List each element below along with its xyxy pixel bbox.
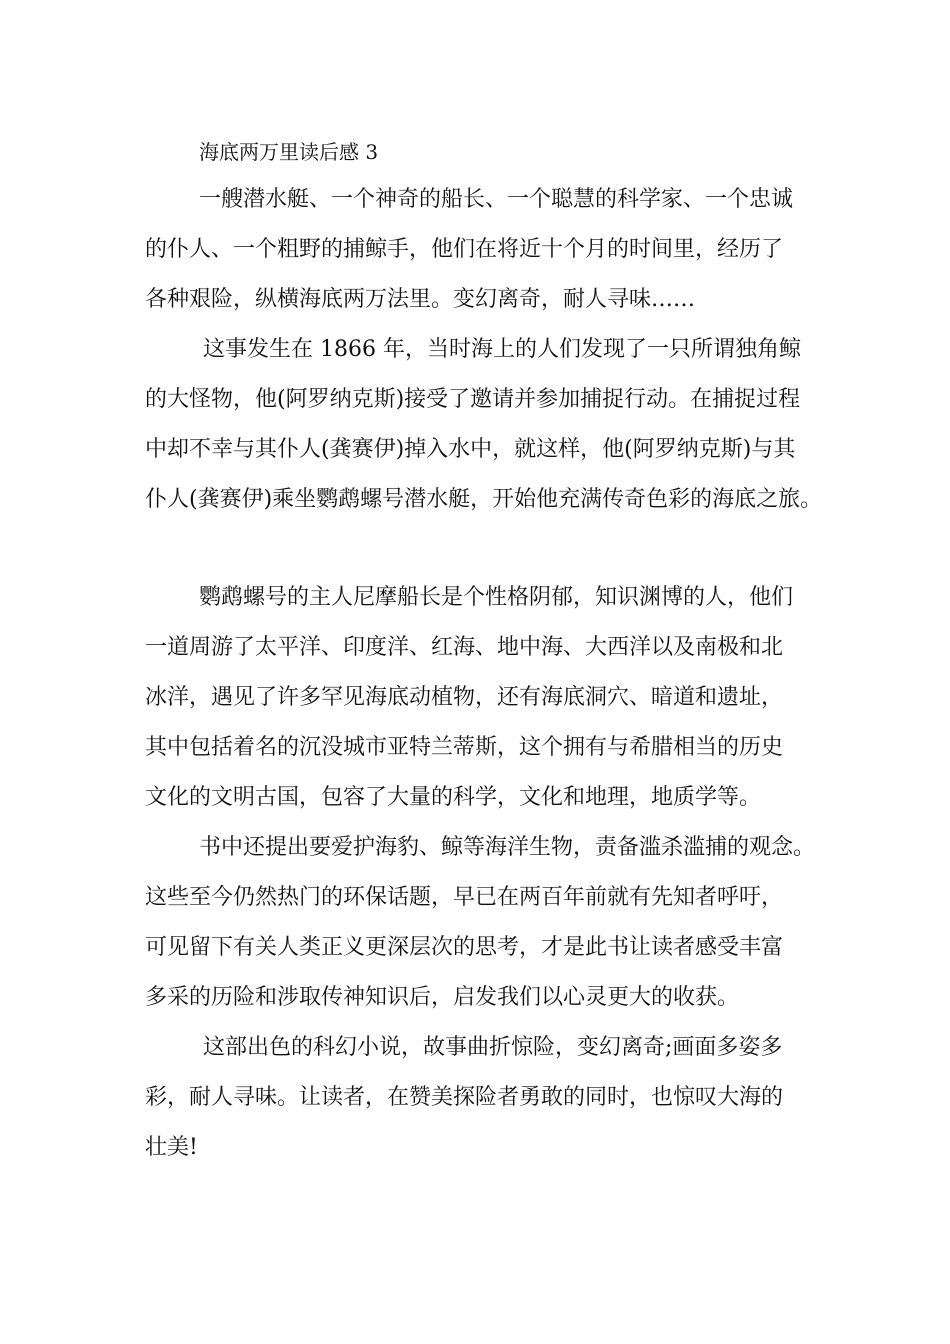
paragraph-2-line-2: 的大怪物，他(阿罗纳克斯)接受了邀请并参加捕捉行动。在捕捉过程 [145, 387, 801, 412]
paragraph-4-line-1: 书中还提出要爱护海豹、鲸等海洋生物，责备滥杀滥捕的观念。 [199, 835, 816, 860]
paragraph-5-line-2: 彩，耐人寻味。让读者，在赞美探险者勇敢的同时，也惊叹大海的 [145, 1085, 784, 1110]
paragraph-5-line-1: 这部出色的科幻小说，故事曲折惊险，变幻离奇;画面多姿多 [203, 1035, 783, 1060]
paragraph-2-line-3: 中却不幸与其仆人(龚赛伊)掉入水中，就这样，他(阿罗纳克斯)与其 [145, 437, 796, 462]
paragraph-4-line-2: 这些至今仍然热门的环保话题，早已在两百年前就有先知者呼吁， [145, 885, 784, 910]
paragraph-5-line-3: 壮美! [145, 1135, 198, 1160]
paragraph-1-line-1: 一艘潜水艇、一个神奇的船长、一个聪慧的科学家、一个忠诚 [199, 187, 794, 212]
paragraph-4-line-4: 多采的历险和涉取传神知识后，启发我们以心灵更大的收获。 [145, 985, 740, 1010]
paragraph-4-line-3: 可见留下有关人类正义更深层次的思考，才是此书让读者感受丰富 [145, 935, 784, 960]
paragraph-3-line-5: 文化的文明古国，包容了大量的科学，文化和地理，地质学等。 [145, 785, 762, 810]
paragraph-1-line-2: 的仆人、一个粗野的捕鲸手，他们在将近十个月的时间里，经历了 [145, 237, 784, 262]
paragraph-3-line-4: 其中包括着名的沉没城市亚特兰蒂斯，这个拥有与希腊相当的历史 [145, 735, 784, 760]
paragraph-1-line-3: 各种艰险，纵横海底两万法里。变幻离奇，耐人寻味…… [145, 287, 696, 312]
paragraph-2-line-1: 这事发生在 1866 年，当时海上的人们发现了一只所谓独角鲸 [203, 337, 801, 362]
paragraph-3-line-3: 冰洋，遇见了许多罕见海底动植物，还有海底洞穴、暗道和遗址， [145, 685, 784, 710]
paragraph-3-line-2: 一道周游了太平洋、印度洋、红海、地中海、大西洋以及南极和北 [145, 635, 784, 660]
document-title: 海底两万里读后感 3 [199, 140, 379, 164]
paragraph-2-line-4: 仆人(龚赛伊)乘坐鹦鹉螺号潜水艇，开始他充满传奇色彩的海底之旅。 [145, 487, 823, 512]
paragraph-3-line-1: 鹦鹉螺号的主人尼摩船长是个性格阴郁，知识渊博的人，他们 [199, 585, 794, 610]
